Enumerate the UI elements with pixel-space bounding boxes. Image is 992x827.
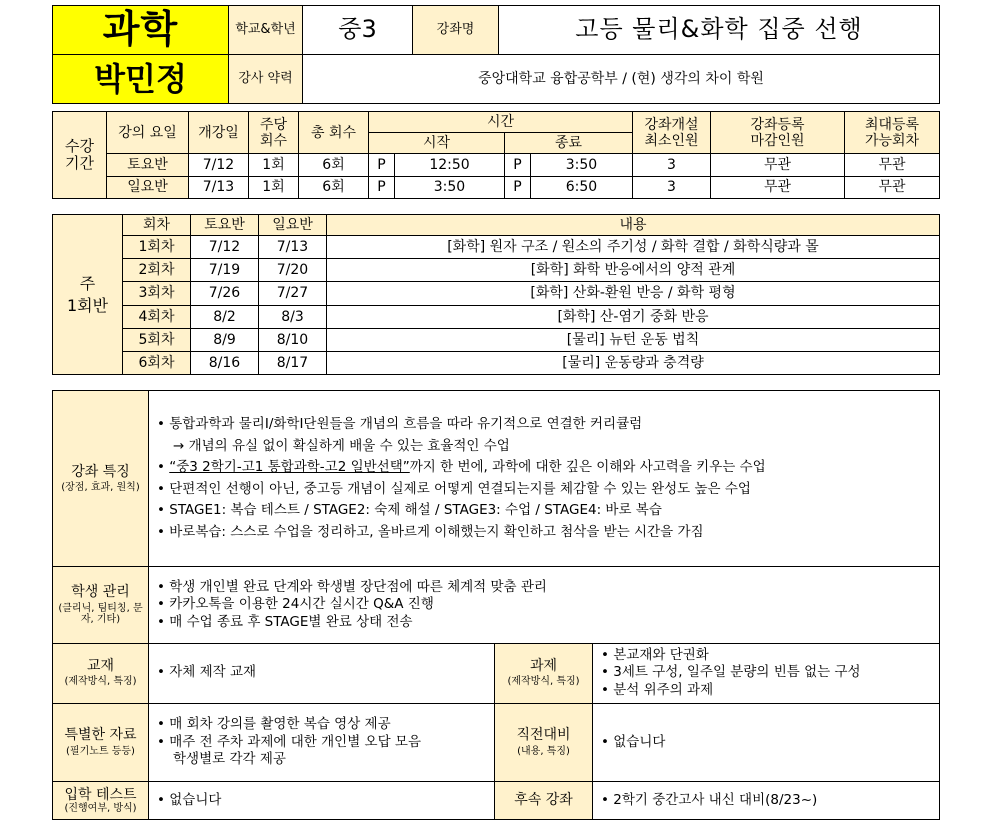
cell-sun: 7/20 bbox=[259, 259, 327, 282]
list-item: • 매주 전 주차 과제에 대한 개인별 오답 모음 bbox=[157, 733, 421, 750]
teacher-profile: 중앙대학교 융합공학부 / (현) 생각의 차이 학원 bbox=[303, 55, 940, 104]
list-item: • 본교재와 단권화 bbox=[601, 646, 709, 663]
header-table bbox=[52, 5, 940, 104]
list-item: • 매 회차 강의를 촬영한 복습 영상 제공 bbox=[157, 716, 391, 733]
cell-sat: 8/2 bbox=[191, 305, 259, 328]
cell-session: 4회차 bbox=[123, 305, 191, 328]
col-time: 시간 bbox=[369, 112, 633, 133]
cell-sat: 7/12 bbox=[191, 236, 259, 259]
followup-label: 후속 강좌 bbox=[495, 781, 593, 819]
school-grade: 중3 bbox=[303, 6, 413, 55]
table-row bbox=[53, 154, 940, 176]
subject: 과학 bbox=[53, 6, 229, 55]
col-sun: 일요반 bbox=[259, 215, 327, 236]
curriculum-side-label: 주 1회반 bbox=[53, 215, 123, 375]
col-start: 시작 bbox=[369, 133, 505, 154]
list-item: • 단편적인 선행이 아닌, 중고등 개념이 실제로 어떻게 연결되는지를 체감할 수 있는 완성도 높은 수업 bbox=[157, 480, 751, 497]
textbook-value: • 자체 제작 교재 bbox=[149, 643, 495, 703]
cell-session: 2회차 bbox=[123, 259, 191, 282]
special-list bbox=[149, 703, 495, 781]
cell-start-ampm: P bbox=[369, 154, 395, 176]
textbook-label: 교재 (제작방식, 특징) bbox=[53, 643, 149, 703]
cell-date: 7/13 bbox=[189, 176, 249, 198]
cell-min: 3 bbox=[633, 176, 711, 198]
entrance-label: 입학 테스트 (진행여부, 방식) bbox=[53, 781, 149, 819]
special-label: 특별한 자료 (필기노트 등등) bbox=[53, 703, 149, 781]
col-day: 강의 요일 bbox=[107, 112, 189, 154]
col-total: 총 회수 bbox=[299, 112, 369, 154]
list-item: • 바로복습: 스스로 수업을 정리하고, 올바르게 이해했는지 확인하고 첨삭을 받는 시간을 가짐 bbox=[157, 523, 704, 540]
list-item: • STAGE1: 복습 테스트 / STAGE2: 숙제 해설 / STAGE3: 수업 / STAGE4: 바로 복습 bbox=[157, 502, 662, 519]
table-row bbox=[53, 176, 940, 198]
col-sat: 토요반 bbox=[191, 215, 259, 236]
cell-session: 1회차 bbox=[123, 236, 191, 259]
homework-label: 과제 (제작방식, 특징) bbox=[495, 643, 593, 703]
cell-end-ampm: P bbox=[505, 154, 531, 176]
cell-total: 6회 bbox=[299, 154, 369, 176]
management-list bbox=[149, 567, 940, 643]
cell-min: 3 bbox=[633, 154, 711, 176]
cell-weekly: 1회 bbox=[249, 154, 299, 176]
table-row bbox=[53, 328, 940, 351]
cell-content: [화학] 원자 구조 / 원소의 주기성 / 화학 결합 / 화학식량과 몰 bbox=[327, 236, 940, 259]
list-item: • 3세트 구성, 일주일 분량의 빈틈 없는 구성 bbox=[601, 664, 861, 681]
cell-weekly: 1회 bbox=[249, 176, 299, 198]
curriculum-table bbox=[52, 214, 940, 375]
school-grade-label: 학교&학년 bbox=[229, 6, 303, 55]
list-item: • 통합과학과 물리Ⅰ/화학Ⅰ단원들을 개념의 흐름을 따라 유기적으로 연결한 커리큘럼 bbox=[157, 416, 643, 433]
cell-end-time: 6:50 bbox=[531, 176, 633, 198]
features-list bbox=[149, 391, 940, 567]
cell-content: [화학] 화학 반응에서의 양적 관계 bbox=[327, 259, 940, 282]
list-item: • 분석 위주의 과제 bbox=[601, 681, 714, 698]
features-label: 강좌 특징 (장점, 효과, 원칙) bbox=[53, 391, 149, 567]
course-name: 고등 물리&화학 집중 선행 bbox=[499, 6, 940, 55]
list-item: • 카카오톡을 이용한 24시간 실시간 Q&A 진행 bbox=[157, 596, 434, 613]
cell-content: [화학] 산-염기 중화 반응 bbox=[327, 305, 940, 328]
cell-total: 6회 bbox=[299, 176, 369, 198]
list-item: → 개념의 유실 없이 확실하게 배울 수 있는 효율적인 수업 bbox=[173, 437, 510, 454]
profile-label: 강사 약력 bbox=[229, 55, 303, 104]
list-item: 학생별로 각각 제공 bbox=[173, 751, 286, 768]
col-start-date: 개강일 bbox=[189, 112, 249, 154]
entrance-value: • 없습니다 bbox=[149, 781, 495, 819]
cell-sun: 8/17 bbox=[259, 351, 327, 374]
col-deadline: 강좌등록 마감인원 bbox=[711, 112, 845, 154]
management-label: 학생 관리 (클리닉, 팀티칭, 문자, 기타) bbox=[53, 567, 149, 643]
cell-deadline: 무관 bbox=[711, 176, 845, 198]
cell-content: [물리] 뉴턴 운동 법칙 bbox=[327, 328, 940, 351]
homework-list bbox=[593, 643, 940, 703]
cell-day: 토요반 bbox=[107, 154, 189, 176]
cell-max: 무관 bbox=[845, 154, 940, 176]
cell-start-time: 3:50 bbox=[395, 176, 505, 198]
cell-sat: 7/19 bbox=[191, 259, 259, 282]
cell-content: [물리] 운동량과 충격량 bbox=[327, 351, 940, 374]
col-weekly: 주당 회수 bbox=[249, 112, 299, 154]
cell-sun: 7/13 bbox=[259, 236, 327, 259]
cell-max: 무관 bbox=[845, 176, 940, 198]
col-end: 종료 bbox=[505, 133, 633, 154]
course-name-label: 강좌명 bbox=[413, 6, 499, 55]
list-item: • “중3 2학기-고1 통합과학-고2 일반선택”까지 한 번에, 과학에 대한 깊은 이해와 사고력을 키우는 수업 bbox=[157, 459, 766, 476]
prep-value: • 없습니다 bbox=[593, 703, 940, 781]
cell-deadline: 무관 bbox=[711, 154, 845, 176]
cell-sat: 8/16 bbox=[191, 351, 259, 374]
period-label: 수강 기간 bbox=[53, 112, 107, 199]
followup-value: • 2학기 중간고사 내신 대비(8/23~) bbox=[593, 781, 940, 819]
cell-session: 6회차 bbox=[123, 351, 191, 374]
cell-content: [화학] 산화-환원 반응 / 화학 평형 bbox=[327, 282, 940, 305]
col-max: 최대등록 가능회차 bbox=[845, 112, 940, 154]
table-row bbox=[53, 259, 940, 282]
cell-end-ampm: P bbox=[505, 176, 531, 198]
list-item: • 학생 개인별 완료 단계와 학생별 장단점에 따른 체계적 맞춤 관리 bbox=[157, 578, 547, 595]
cell-end-time: 3:50 bbox=[531, 154, 633, 176]
cell-start-ampm: P bbox=[369, 176, 395, 198]
cell-day: 일요반 bbox=[107, 176, 189, 198]
table-row bbox=[53, 236, 940, 259]
details-table bbox=[52, 390, 940, 820]
cell-date: 7/12 bbox=[189, 154, 249, 176]
table-row bbox=[53, 351, 940, 374]
cell-start-time: 12:50 bbox=[395, 154, 505, 176]
cell-sat: 8/9 bbox=[191, 328, 259, 351]
col-min: 강좌개설 최소인원 bbox=[633, 112, 711, 154]
cell-sun: 8/3 bbox=[259, 305, 327, 328]
cell-sun: 8/10 bbox=[259, 328, 327, 351]
prep-label: 직전대비 (내용, 특징) bbox=[495, 703, 593, 781]
teacher-name: 박민정 bbox=[53, 55, 229, 104]
list-item: • 매 수업 종료 후 STAGE별 완료 상태 전송 bbox=[157, 613, 413, 630]
col-content: 내용 bbox=[327, 215, 940, 236]
cell-sat: 7/26 bbox=[191, 282, 259, 305]
cell-sun: 7/27 bbox=[259, 282, 327, 305]
cell-session: 3회차 bbox=[123, 282, 191, 305]
table-row bbox=[53, 305, 940, 328]
schedule-table bbox=[52, 111, 940, 199]
table-row bbox=[53, 282, 940, 305]
col-session: 회차 bbox=[123, 215, 191, 236]
cell-session: 5회차 bbox=[123, 328, 191, 351]
